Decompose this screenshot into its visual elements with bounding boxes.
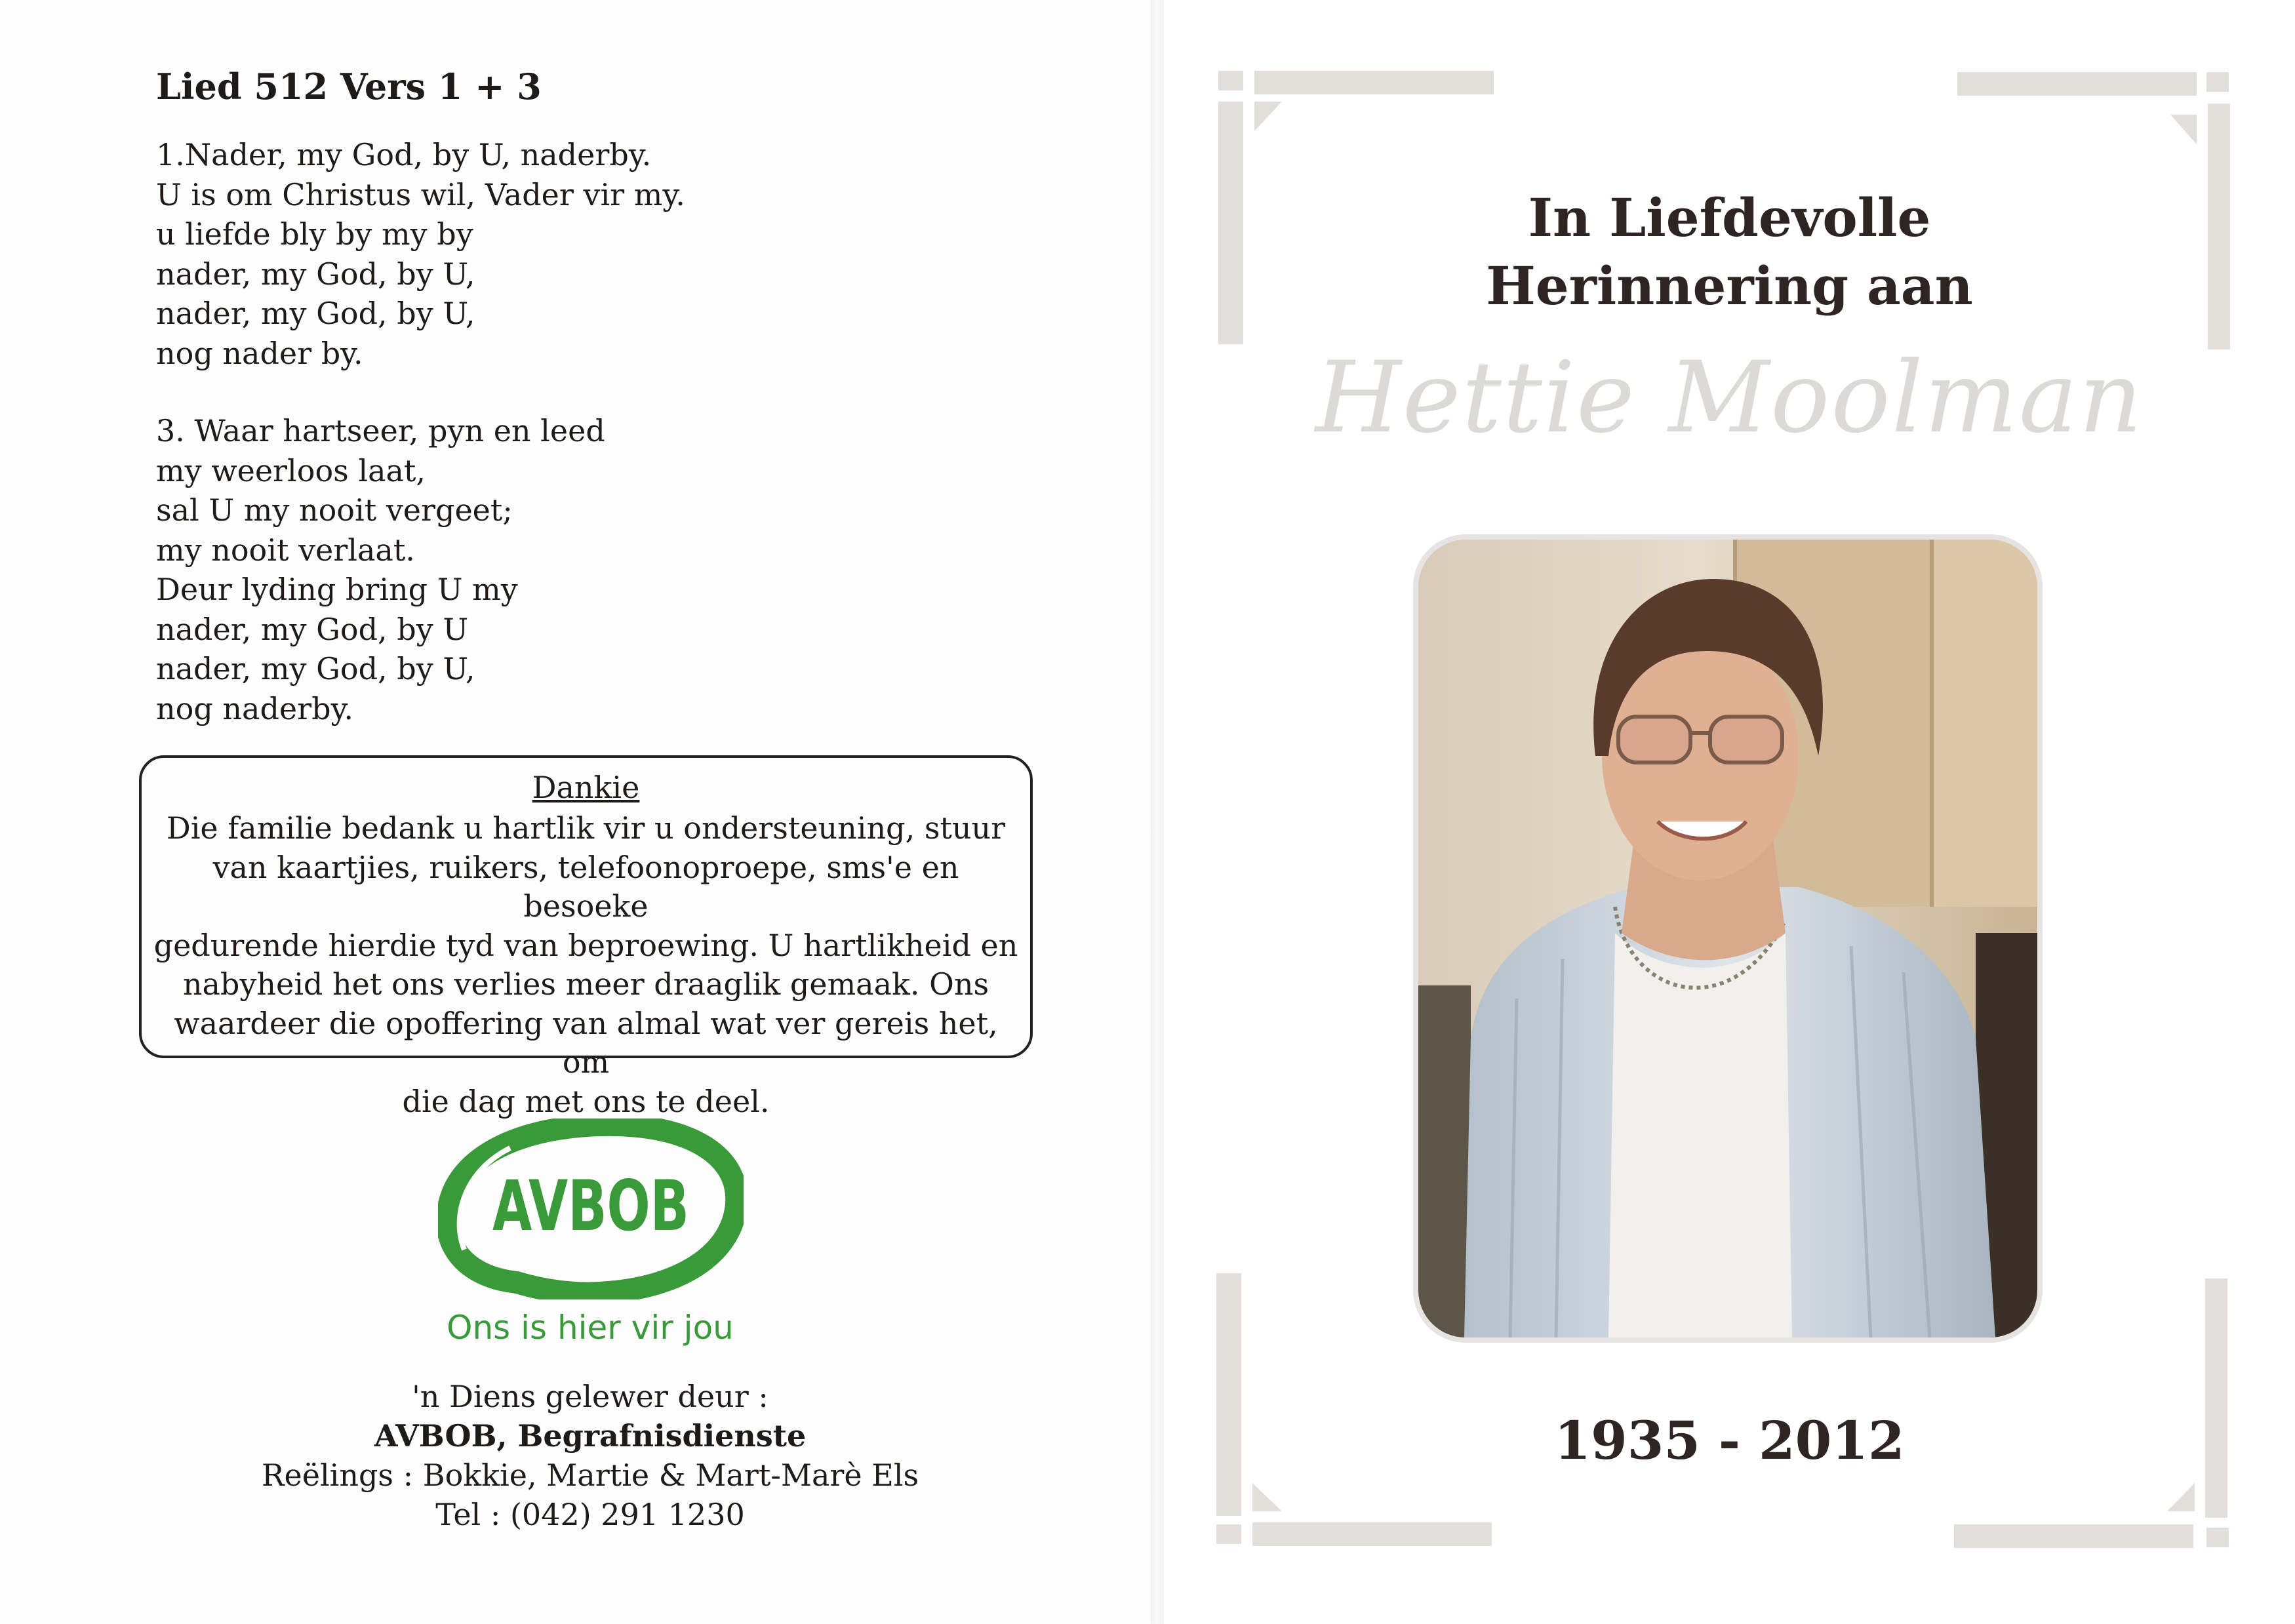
deceased-name: Hettie Moolman (1315, 341, 2144, 455)
thanks-line: die dag met ons te deel. (402, 1083, 770, 1119)
logo-text: AVBOB (492, 1166, 689, 1246)
thanks-line: nabyheid het ons verlies meer draaglik gemaak. Ons (182, 966, 989, 1002)
thanks-line: waardeer die opoffering van almal wat ver gereis het, om (174, 1005, 998, 1080)
thanks-title: Dankie (532, 770, 640, 805)
thanks-box (139, 755, 1033, 1119)
heading-line: In Liefdevolle (1528, 187, 1931, 248)
hymn-title: Lied 512 Vers 1 + 3 (156, 66, 542, 108)
funeral-company: AVBOB, Begrafnisdienste (374, 1418, 807, 1454)
cover-page (1164, 0, 2295, 1624)
verse-line: my nooit verlaat. (156, 532, 415, 568)
verse-line: nog nader by. (156, 335, 363, 371)
verse-line: 3. Waar hartseer, pyn en leed (156, 413, 605, 448)
verse-line: nog naderby. (156, 690, 354, 726)
thanks-line: Die familie bedank u hartlik vir u ondersteuning, stuur (166, 810, 1006, 846)
heading-line: Herinnering aan (1486, 255, 1973, 317)
service-line: 'n Diens gelewer deur : (412, 1379, 768, 1414)
verse-line: my weerloos laat, (156, 452, 426, 488)
life-dates: 1935 - 2012 (1554, 1410, 1905, 1471)
thanks-line: gedurende hierdie tyd van beproewing. U hartlikheid en (153, 927, 1018, 963)
portrait-illustration (1418, 540, 2037, 1337)
verse-line: U is om Christus wil, Vader vir my. (156, 176, 685, 212)
avbob-logo (438, 1119, 744, 1299)
thanks-line: van kaartjies, ruikers, telefoonoproepe, sms'e en besoeke (212, 849, 959, 924)
verse-line: nader, my God, by U, (156, 296, 475, 331)
verse-line: u liefde bly by my by (156, 216, 473, 252)
verse-line: 1.Nader, my God, by U, naderby. (156, 137, 652, 172)
hymn-verse-3 (156, 411, 605, 728)
hymn-verse-1 (156, 135, 685, 373)
verse-line: nader, my God, by U, (156, 651, 475, 686)
memorial-heading (1164, 184, 2295, 320)
phone-line: Tel : (042) 291 1230 (435, 1497, 745, 1532)
verse-line: nader, my God, by U (156, 611, 469, 647)
fold-crease (1151, 0, 1164, 1624)
verse-line: sal U my nooit vergeet; (156, 492, 513, 528)
arrangements-line: Reëlings : Bokkie, Martie & Mart-Marè Els (261, 1457, 919, 1493)
thanks-message (150, 809, 1022, 1121)
avbob-tagline: Ons is hier vir jou (447, 1309, 734, 1347)
verse-line: nader, my God, by U, (156, 256, 475, 292)
portrait-photo (1413, 534, 2043, 1343)
verse-line: Deur lyding bring U my (156, 572, 518, 607)
